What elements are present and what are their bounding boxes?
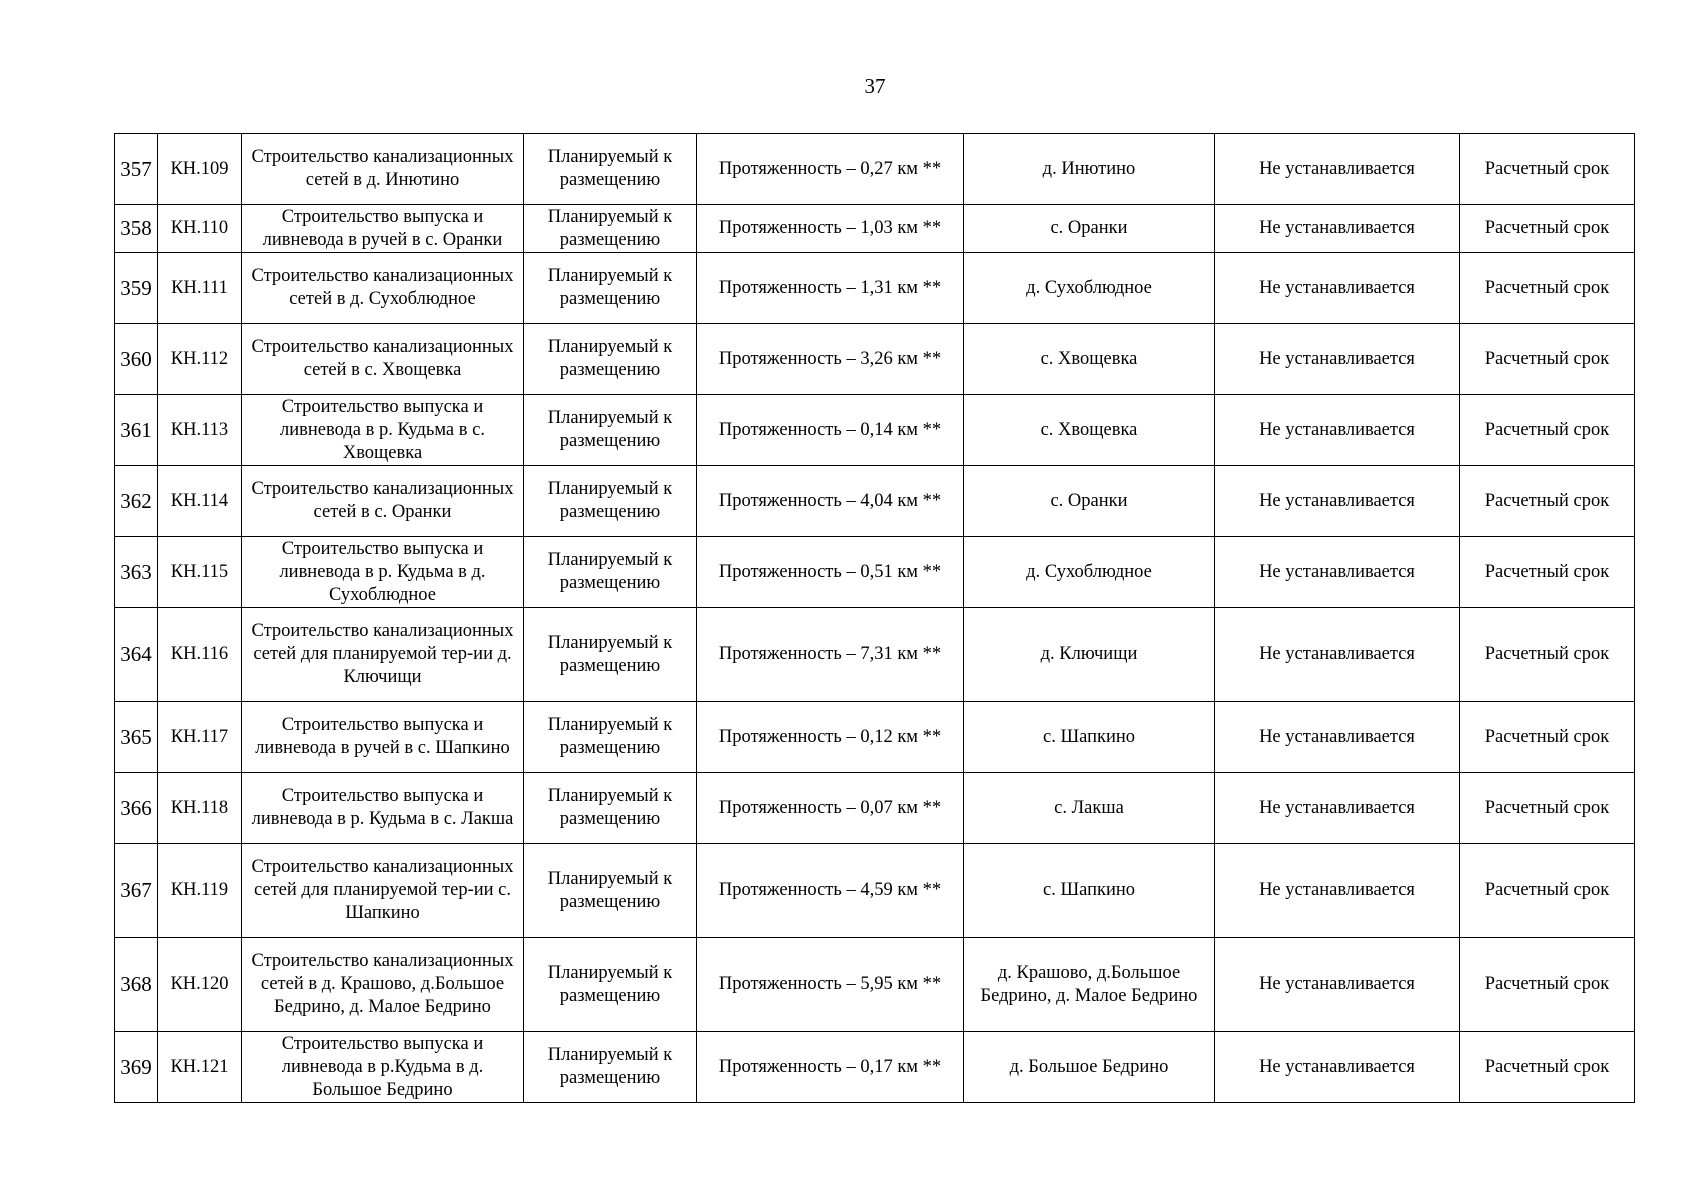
zone-type-cell: Не устанавливается xyxy=(1215,1032,1460,1103)
object-code-cell: КН.118 xyxy=(158,773,242,844)
implementation-term-cell: Расчетный срок xyxy=(1460,134,1635,205)
object-location-cell: с. Хвощевка xyxy=(964,324,1215,395)
implementation-term-cell: Расчетный срок xyxy=(1460,773,1635,844)
implementation-term-cell: Расчетный срок xyxy=(1460,324,1635,395)
object-name-cell: Строительство выпуска и ливневода в ручей в с. Шапкино xyxy=(242,702,524,773)
object-code-cell: КН.114 xyxy=(158,466,242,537)
table-row xyxy=(115,702,1635,773)
table-row xyxy=(115,395,1635,466)
object-length-cell: Протяженность – 1,31 км ** xyxy=(697,253,964,324)
row-number-cell: 364 xyxy=(115,608,158,702)
object-name-cell: Строительство канализационных сетей в с. Оранки xyxy=(242,466,524,537)
implementation-term-cell: Расчетный срок xyxy=(1460,608,1635,702)
object-status-cell: Планируемый к размещению xyxy=(524,537,697,608)
object-code-cell: КН.115 xyxy=(158,537,242,608)
object-location-cell: д. Сухоблюдное xyxy=(964,253,1215,324)
table-row xyxy=(115,324,1635,395)
objects-table xyxy=(114,133,1635,1103)
object-name-cell: Строительство канализационных сетей в д. Крашово, д.Большое Бедрино, д. Малое Бедрино xyxy=(242,938,524,1032)
object-status-cell: Планируемый к размещению xyxy=(524,466,697,537)
object-status-cell: Планируемый к размещению xyxy=(524,773,697,844)
object-status-cell: Планируемый к размещению xyxy=(524,938,697,1032)
zone-type-cell: Не устанавливается xyxy=(1215,537,1460,608)
object-length-cell: Протяженность – 0,17 км ** xyxy=(697,1032,964,1103)
object-length-cell: Протяженность – 5,95 км ** xyxy=(697,938,964,1032)
object-name-cell: Строительство канализационных сетей в д. Инютино xyxy=(242,134,524,205)
table-row xyxy=(115,134,1635,205)
object-length-cell: Протяженность – 3,26 км ** xyxy=(697,324,964,395)
page-number: 37 xyxy=(864,74,886,98)
row-number-cell: 363 xyxy=(115,537,158,608)
object-location-cell: с. Шапкино xyxy=(964,702,1215,773)
implementation-term-cell: Расчетный срок xyxy=(1460,844,1635,938)
zone-type-cell: Не устанавливается xyxy=(1215,134,1460,205)
object-length-cell: Протяженность – 7,31 км ** xyxy=(697,608,964,702)
row-number-cell: 358 xyxy=(115,205,158,253)
object-status-cell: Планируемый к размещению xyxy=(524,134,697,205)
zone-type-cell: Не устанавливается xyxy=(1215,844,1460,938)
object-location-cell: с. Оранки xyxy=(964,205,1215,253)
object-location-cell: с. Оранки xyxy=(964,466,1215,537)
implementation-term-cell: Расчетный срок xyxy=(1460,253,1635,324)
object-code-cell: КН.109 xyxy=(158,134,242,205)
object-status-cell: Планируемый к размещению xyxy=(524,608,697,702)
table-row xyxy=(115,537,1635,608)
object-name-cell: Строительство канализационных сетей в с. Хвощевка xyxy=(242,324,524,395)
zone-type-cell: Не устанавливается xyxy=(1215,702,1460,773)
object-location-cell: д. Инютино xyxy=(964,134,1215,205)
object-length-cell: Протяженность – 0,14 км ** xyxy=(697,395,964,466)
object-code-cell: КН.110 xyxy=(158,205,242,253)
row-number-cell: 365 xyxy=(115,702,158,773)
object-location-cell: с. Шапкино xyxy=(964,844,1215,938)
row-number-cell: 367 xyxy=(115,844,158,938)
zone-type-cell: Не устанавливается xyxy=(1215,205,1460,253)
object-name-cell: Строительство выпуска и ливневода в р. Кудьма в д. Сухоблюдное xyxy=(242,537,524,608)
object-length-cell: Протяженность – 0,51 км ** xyxy=(697,537,964,608)
row-number-cell: 362 xyxy=(115,466,158,537)
table-row xyxy=(115,466,1635,537)
zone-type-cell: Не устанавливается xyxy=(1215,253,1460,324)
table-row xyxy=(115,1032,1635,1103)
object-name-cell: Строительство выпуска и ливневода в ручей в с. Оранки xyxy=(242,205,524,253)
object-status-cell: Планируемый к размещению xyxy=(524,702,697,773)
zone-type-cell: Не устанавливается xyxy=(1215,773,1460,844)
object-status-cell: Планируемый к размещению xyxy=(524,395,697,466)
object-code-cell: КН.111 xyxy=(158,253,242,324)
row-number-cell: 369 xyxy=(115,1032,158,1103)
table-row xyxy=(115,844,1635,938)
object-code-cell: КН.121 xyxy=(158,1032,242,1103)
object-length-cell: Протяженность – 0,07 км ** xyxy=(697,773,964,844)
object-status-cell: Планируемый к размещению xyxy=(524,324,697,395)
object-name-cell: Строительство канализационных сетей в д. Сухоблюдное xyxy=(242,253,524,324)
object-status-cell: Планируемый к размещению xyxy=(524,1032,697,1103)
table-row xyxy=(115,608,1635,702)
table-row xyxy=(115,938,1635,1032)
object-location-cell: д. Ключищи xyxy=(964,608,1215,702)
object-status-cell: Планируемый к размещению xyxy=(524,844,697,938)
zone-type-cell: Не устанавливается xyxy=(1215,395,1460,466)
implementation-term-cell: Расчетный срок xyxy=(1460,938,1635,1032)
object-location-cell: д. Сухоблюдное xyxy=(964,537,1215,608)
object-code-cell: КН.119 xyxy=(158,844,242,938)
object-name-cell: Строительство канализационных сетей для планируемой тер-ии с. Шапкино xyxy=(242,844,524,938)
object-status-cell: Планируемый к размещению xyxy=(524,253,697,324)
zone-type-cell: Не устанавливается xyxy=(1215,938,1460,1032)
implementation-term-cell: Расчетный срок xyxy=(1460,1032,1635,1103)
implementation-term-cell: Расчетный срок xyxy=(1460,395,1635,466)
table-row xyxy=(115,253,1635,324)
row-number-cell: 360 xyxy=(115,324,158,395)
object-status-cell: Планируемый к размещению xyxy=(524,205,697,253)
object-location-cell: д. Крашово, д.Большое Бедрино, д. Малое Бедрино xyxy=(964,938,1215,1032)
row-number-cell: 361 xyxy=(115,395,158,466)
object-code-cell: КН.113 xyxy=(158,395,242,466)
zone-type-cell: Не устанавливается xyxy=(1215,466,1460,537)
object-length-cell: Протяженность – 4,59 км ** xyxy=(697,844,964,938)
table-row xyxy=(115,205,1635,253)
object-code-cell: КН.112 xyxy=(158,324,242,395)
object-code-cell: КН.116 xyxy=(158,608,242,702)
object-name-cell: Строительство выпуска и ливневода в р. Кудьма в с. Хвощевка xyxy=(242,395,524,466)
object-location-cell: д. Большое Бедрино xyxy=(964,1032,1215,1103)
row-number-cell: 359 xyxy=(115,253,158,324)
object-location-cell: с. Хвощевка xyxy=(964,395,1215,466)
object-name-cell: Строительство выпуска и ливневода в р. Кудьма в с. Лакша xyxy=(242,773,524,844)
implementation-term-cell: Расчетный срок xyxy=(1460,537,1635,608)
table-row xyxy=(115,773,1635,844)
row-number-cell: 366 xyxy=(115,773,158,844)
row-number-cell: 357 xyxy=(115,134,158,205)
object-length-cell: Протяженность – 4,04 км ** xyxy=(697,466,964,537)
implementation-term-cell: Расчетный срок xyxy=(1460,205,1635,253)
object-length-cell: Протяженность – 1,03 км ** xyxy=(697,205,964,253)
object-code-cell: КН.120 xyxy=(158,938,242,1032)
implementation-term-cell: Расчетный срок xyxy=(1460,702,1635,773)
implementation-term-cell: Расчетный срок xyxy=(1460,466,1635,537)
object-name-cell: Строительство канализационных сетей для планируемой тер-ии д. Ключищи xyxy=(242,608,524,702)
object-name-cell: Строительство выпуска и ливневода в р.Кудьма в д. Большое Бедрино xyxy=(242,1032,524,1103)
object-length-cell: Протяженность – 0,12 км ** xyxy=(697,702,964,773)
zone-type-cell: Не устанавливается xyxy=(1215,324,1460,395)
zone-type-cell: Не устанавливается xyxy=(1215,608,1460,702)
row-number-cell: 368 xyxy=(115,938,158,1032)
object-location-cell: с. Лакша xyxy=(964,773,1215,844)
table-body xyxy=(115,134,1635,1103)
object-length-cell: Протяженность – 0,27 км ** xyxy=(697,134,964,205)
object-code-cell: КН.117 xyxy=(158,702,242,773)
